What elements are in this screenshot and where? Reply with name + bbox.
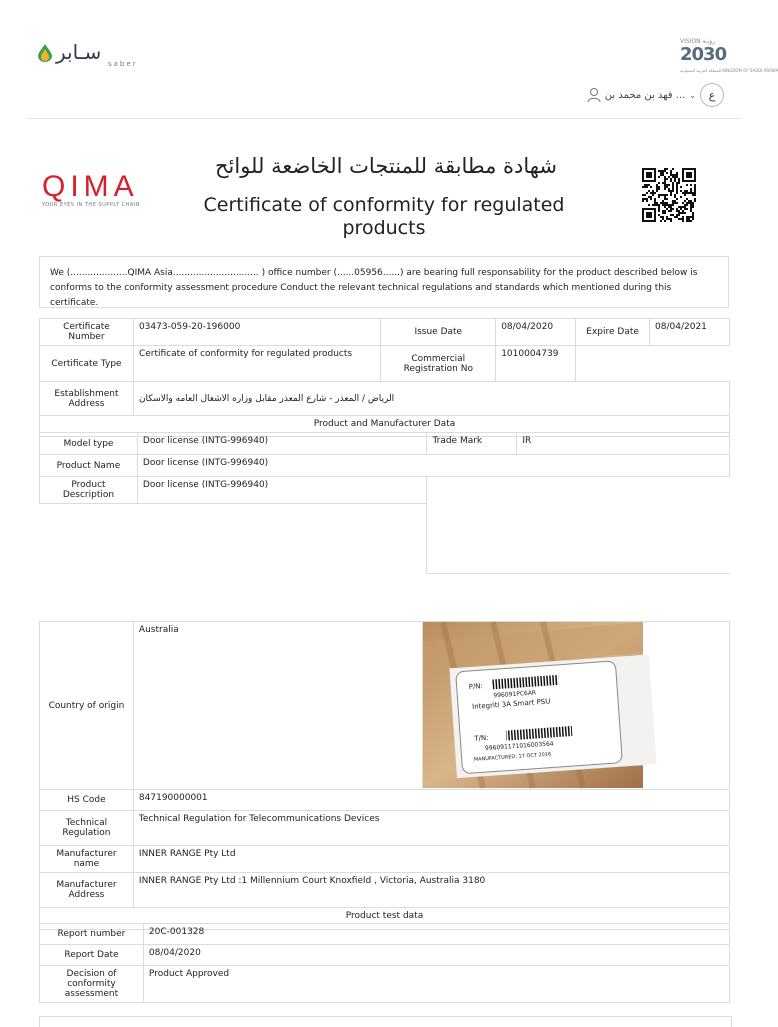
certificate-title-english: Certificate of conformity for regulated products <box>203 194 565 239</box>
product-table <box>39 432 730 574</box>
certificate-title-arabic: شهادة مطابقة للمنتجات الخاضعة للوائح <box>214 154 558 178</box>
saber-logo-arabic: سـابر <box>56 40 102 64</box>
origin-table <box>39 621 730 930</box>
cert-number-value: 03473-059-20-196000 <box>133 319 380 346</box>
user-icon[interactable] <box>587 87 601 103</box>
issue-date-label: Issue Date <box>381 319 496 346</box>
manufacturer-value: INNER RANGE Pty Ltd <box>133 846 729 873</box>
user-name[interactable]: ... فهد بن محمد بن <box>604 89 686 101</box>
report-date-label: Report Date <box>40 945 144 966</box>
empty-cell <box>576 346 650 382</box>
product-desc-value: Door license (INTG-996940) <box>137 477 427 504</box>
product-section-title: Product and Manufacturer Data <box>40 416 730 437</box>
qima-wordmark: QIMA <box>42 170 139 203</box>
test-section-title: Product test data <box>40 908 730 930</box>
qr-code-icon <box>642 168 696 222</box>
empty-cell <box>650 346 730 382</box>
report-number-value: 20C-001328 <box>143 924 729 945</box>
chevron-down-icon[interactable]: ⌄ <box>689 90 696 100</box>
photo-tn-label: T/N: <box>474 733 490 743</box>
qima-logo <box>42 170 140 208</box>
country-label: Country of origin <box>40 622 134 790</box>
country-value: Australia <box>133 622 422 790</box>
intro-statement: We (....................QIMA Asia.............................. ) office number (......05956......) are bearing full responsability for the product described below is conforms to the conformity assessment procedure Conduct the relevant technical regulations and standards which mentioned during this certificate. <box>39 256 729 308</box>
hs-code-label: HS Code <box>40 790 134 811</box>
model-type-label: Model type <box>40 433 138 455</box>
cert-type-value: Certificate of conformity for regulated products <box>133 346 380 382</box>
empty-cell <box>427 477 730 574</box>
saber-logo[interactable] <box>38 40 138 68</box>
saber-logo-english: saber <box>108 60 138 68</box>
product-name-value: Door license (INTG-996940) <box>137 455 729 477</box>
product-photo-image <box>423 622 643 788</box>
issue-date-value: 08/04/2020 <box>496 319 576 346</box>
est-address-value: الرياض / المعذر - شارع المعذر مقابل وزاره الاشغال العامه والاسكان <box>133 382 729 416</box>
report-number-label: Report number <box>40 924 144 945</box>
expire-date-value: 08/04/2021 <box>650 319 730 346</box>
report-date-value: 08/04/2020 <box>143 945 729 966</box>
saber-drop-icon <box>38 44 52 62</box>
trade-mark-label: Trade Mark <box>427 433 517 455</box>
manufacturer-label: Manufacturer name <box>40 846 134 873</box>
tech-reg-label: Technical Regulation <box>40 811 134 846</box>
photo-pn-label: P/N: <box>468 682 484 692</box>
cert-number-label: Certificate Number <box>40 319 134 346</box>
product-photo <box>423 622 643 788</box>
header-divider <box>28 118 740 119</box>
product-desc-label: Product Description <box>40 477 138 504</box>
product-photo-cell <box>423 622 730 790</box>
decision-value: Product Approved <box>143 966 729 1003</box>
user-menu[interactable] <box>587 84 724 106</box>
photo-tn-value: 996091171016003564 <box>485 740 555 753</box>
product-name-label: Product Name <box>40 455 138 477</box>
certificate-info-table <box>39 318 730 437</box>
photo-manufactured: MANUFACTURED: 17 OCT 2016 <box>473 751 552 763</box>
photo-pn-value: 996091PC6AR <box>493 689 537 700</box>
model-type-value: Door license (INTG-996940) <box>137 433 427 455</box>
manu-address-label: Manufacturer Address <box>40 873 134 908</box>
top-bar <box>0 0 778 118</box>
cert-type-label: Certificate Type <box>40 346 134 382</box>
decision-label: Decision of conformity assessment <box>40 966 144 1003</box>
cr-value: 1010004739 <box>496 346 576 382</box>
manu-address-value: INNER RANGE Pty Ltd :1 Millennium Court Knoxfield , Victoria, Australia 3180 <box>133 873 729 908</box>
qima-tagline: YOUR EYES IN THE SUPPLY CHAIN <box>42 202 140 208</box>
next-table-edge <box>39 1016 732 1027</box>
empty-cell <box>40 504 427 574</box>
hs-code-value: 847190000001 <box>133 790 729 811</box>
language-toggle-button[interactable]: ع <box>700 83 724 107</box>
vision-2030-logo: VISION رؤيـة 2030 المملكة العربية السعودية KINGDOM OF SAUDI ARABIA <box>680 38 778 73</box>
test-table <box>39 923 730 1003</box>
est-address-label: Establishment Address <box>40 382 134 416</box>
expire-date-label: Expire Date <box>576 319 650 346</box>
tech-reg-value: Technical Regulation for Telecommunications Devices <box>133 811 729 846</box>
trade-mark-value: IR <box>517 433 730 455</box>
photo-product-name: Integriti 3A Smart PSU <box>472 697 551 711</box>
cr-label: Commercial Registration No <box>381 346 496 382</box>
